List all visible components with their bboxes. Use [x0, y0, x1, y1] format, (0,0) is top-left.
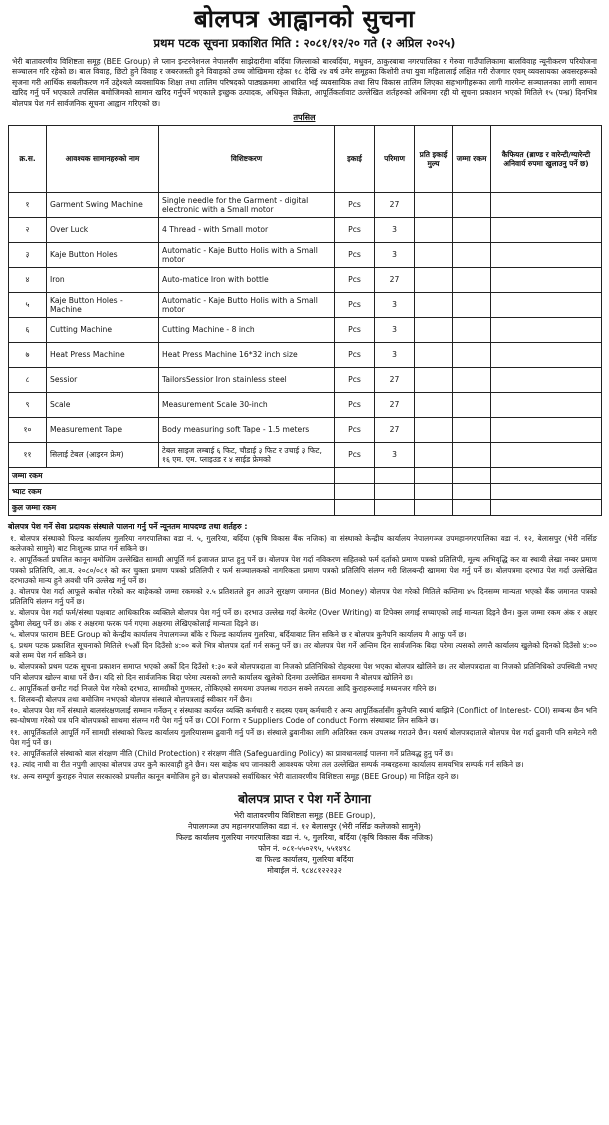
cell-unit: Pcs: [335, 393, 375, 418]
cell-total: [453, 343, 491, 368]
table-row: [9, 243, 602, 268]
table-body: [9, 193, 602, 468]
total-row: [9, 468, 602, 484]
cell-total: [453, 218, 491, 243]
cell-total: [453, 318, 491, 343]
table-row: [9, 193, 602, 218]
cell-unit-price: [415, 418, 453, 443]
vat-label: भ्याट रकम: [9, 484, 335, 500]
cell-qty: 27: [375, 368, 415, 393]
cell-unit-price: [415, 393, 453, 418]
cell-sn: ३: [9, 243, 47, 268]
notice-title: बोलपत्र आह्वानको सुचना: [194, 4, 415, 33]
cell-spec: 4 Thread - with Small motor: [159, 218, 335, 243]
address-line: मोबाईल नं. ९८४८१२२२३२: [267, 865, 342, 875]
publication-date: प्रथम पटक सूचना प्रकाशित मिति : २०८१/१२/२० गते (२ अप्रिल २०२५): [153, 36, 456, 50]
table-row: [9, 218, 602, 243]
cell-spec: Single needle for the Garment - digital electronic with a Small motor: [159, 193, 335, 218]
cell-total: [453, 393, 491, 418]
col-header-total: जम्मा रकम: [453, 126, 491, 193]
cell-item-name: Kaje Button Holes - Machine: [47, 293, 159, 318]
rule-item: १. बोलपत्र संस्थाको फिल्ड कार्यालय गुलरिया नगरपालिका वडा नं. ५, गुलरिया, बर्दिया (कृषि विकास बैंक नजिक) वा संस्थाको केन्द्रीय कार्यालय नेपालगञ्ज उपमहानगरपालिका वडा नं. १२, बेलासपुर (भेरी नर्सिङ कलेजको सामुने) बाट निःशुल्क प्राप्त गर्न सकिने छ।: [10, 534, 597, 554]
cell-remarks: [491, 243, 602, 268]
cell-sn: १०: [9, 418, 47, 443]
col-header-unit: इकाई: [335, 126, 375, 193]
table-row: [9, 368, 602, 393]
rule-item: ७. बोलपत्रको प्रथम पटक सूचना प्रकाशन समाप्त भएको अर्को दिन दिउँसो १:३० बजे बोलपत्रदाता वा निजको प्रतिनिधिको रोहबरमा पेश भएका बोलपत्र खोलिने छ। तर बोलपत्रदाता वा निजको प्रतिनिधिको उपस्थिती नभए पनि बोलपत्र खोल्न बाधा पर्ने छैन। यदि सो दिन सार्वजनिक बिदा परेमा त्यसको लगत्तै कार्यालय खुलेको दिनमा उल्लेखित समयमा नै बोलपत्र खोलिने छ।: [10, 662, 597, 682]
cell-spec: Body measuring soft Tape - 1.5 meters: [159, 418, 335, 443]
cell-sn: ५: [9, 293, 47, 318]
cell-total: [453, 293, 491, 318]
cell-total: [453, 368, 491, 393]
rule-item: ८. आपूर्तिकर्ता छनौट गर्दा निजले पेश गरेको दरभाउ, सामग्रीको गुणस्तर, तोकिएको समयमा उपलब्ध गराउन सक्ने तत्परता आदि कुराहरूलाई मध्यनजर गरिने छ।: [10, 683, 437, 693]
cell-unit-price: [415, 318, 453, 343]
grand-total-row: [9, 500, 602, 516]
table-row: [9, 343, 602, 368]
cell-unit-price: [415, 343, 453, 368]
rule-item: ३. बोलपत्र पेश गर्दा आफूले कबोल गरेको कर बाहेकको जम्मा रकमको २.५ प्रतिशतले हुन आउने सुरक्षण जमानत (Bid Money) बोलपत्र पेश गरेको मितिले कम्तिमा ४५ दिनसम्म मान्यता भएको बैंक जमानत पत्रको प्रतिलिपि संलग्न गर्नु पर्ने छ।: [10, 587, 597, 607]
address-line: फोन नं. ०८१-५५०२९५, ५५१४९८: [258, 843, 351, 853]
address-line: भेरी वातावरणीय विशिष्टता समूह (BEE Group),: [233, 810, 376, 820]
cell-unit-price: [415, 243, 453, 268]
cell-remarks: [491, 318, 602, 343]
cell-sn: १: [9, 193, 47, 218]
rule-item: १२. आपूर्तिकर्ताले संस्थाको बाल संरक्षण नीति (Child Protection) र संरक्षण नीति (Safeguarding Policy) का प्रावधानलाई पालना गर्ने प्रतिबद्ध हुनु पर्ने छ।: [10, 749, 454, 759]
col-header-item: आवश्यक सामानहरुको नाम: [47, 126, 159, 193]
cell-unit: Pcs: [335, 243, 375, 268]
cell-item-name: Garment Swing Machine: [47, 193, 159, 218]
cell-unit: Pcs: [335, 418, 375, 443]
table-row: [9, 443, 602, 468]
rule-item: ४. बोलपत्र पेश गर्दा फर्म/संस्था पक्षबाट आधिकारिक व्यक्तिले बोलपत्र पेश गर्नु पर्ने छ। दरभाउ उल्लेख गर्दा केरमेट (Over Writing) वा टिपेक्स लगाई सच्याएको लाई मान्यता दिइने छैन। कुल जम्मा रकम अंक र अक्षर दुवैमा लेख्नु पर्ने छ। अंक र अक्षरमा फरक पर्न गएमा अक्षरमा लेखिएकोलाई मान्यता दिइने छ।: [10, 608, 597, 628]
cell-spec: TailorsSessior Iron stainless steel: [159, 368, 335, 393]
rule-item: ११. आपूर्तिकर्ताले आपूर्ति गर्ने सामग्री संस्थाको फिल्ड कार्यालय गुलरियासम्म ढुवानी गर्नु पर्ने छ। संस्थाले ढुवानीका लागि अतिरिक्त रकम उपलब्ध गराउने छैन। यसर्थ बोलपत्रदाताले बोलपत्र पेश गर्दा ढुवानी पनि समेटने गरी पेश गर्नु पर्ने छ।: [10, 727, 597, 747]
cell-item-name: Over Luck: [47, 218, 159, 243]
cell-spec: Measurement Scale 30-inch: [159, 393, 335, 418]
cell-item-name: Iron: [47, 268, 159, 293]
cell-remarks: [491, 293, 602, 318]
cell-sn: ६: [9, 318, 47, 343]
cell-spec: Automatic - Kaje Butto Holis with a Small motor: [159, 243, 335, 268]
cell-total: [453, 268, 491, 293]
rule-item: २. आपूर्तिकर्ता प्रचलित कानून बमोजिम उल्लेखित सामग्री आपूर्ति गर्न इजाजत प्राप्त हुनु पर्ने छ। बोलपत्र पेश गर्दा नविकरण सहितको फर्म दर्ताको प्रमाण पत्रको प्रतिलिपी, मूल्य अभिवृद्धि कर वा स्थायी लेखा नम्बर प्रमाण पत्रको प्रतिलिपि, आ.व. २०८०/०८१ को कर चुक्ता प्रमाण पत्रको प्रतिलिपी र फर्म सञ्चालकको नागरिकता प्रमाण पत्रको प्रतिलिपि संलग्न गरी शिलबन्दी खाममा पेश गर्नु पर्ने छ। बोलपत्रमा दरभाउ पेश गर्दा उल्लेखित दरभाउको मान्य हुने अवधी पनि उल्लेख गर्नु पर्ने छ।: [10, 555, 597, 585]
cell-spec: Cutting Machine - 8 inch: [159, 318, 335, 343]
rules-title: बोलपत्र पेश गर्ने सेवा प्रदायक संस्थाले पालना गर्नु पर्ने न्यूनतम मापदण्ड तथा शर्तहरु :: [8, 522, 248, 532]
cell-qty: 3: [375, 343, 415, 368]
col-header-unit-price: प्रति इकाई मुल्य: [415, 126, 453, 193]
col-header-spec: विशिष्टकरण: [159, 126, 335, 193]
cell-qty: 27: [375, 418, 415, 443]
intro-paragraph: भेरी बातावरणीय विशिष्टता समूह (BEE Group) ले प्लान इन्टरनेशनल नेपालसँग साझेदारीमा बर्दिया जिल्लाको बारबर्दिया, मधुवन, ठाकुरबाबा नगरपालिका र गेरुवा गाउँपालिकामा बालविवाह न्यूनीकरण परियोजना सञ्चालन गरि रहेको छ। बाल विवाह, छिटो हुने विवाह र जबरजस्ती हुने विवाहको उच्च जोखिममा रहेका १८ देखि २४ वर्ष उमेर समूहका किशोरी तथा युवा महिलालाई लक्षित गरी रोजगार एवम् व्यवसायका अवसरहरूको सृजना गरी आर्थिक सबलीकरण गर्ने उद्देश्यले व्यवसायिक शिक्षा तथा तालिम परिषदको पाठ्यक्रममा आधारित भई व्यवसायिक तथा सिप विकास तालिम लिएका सहभागीहरूका लागी गारमेन्ट सञ्चालनका लागी सामान खरिद गर्नु पर्ने भएकाले तपसिल बमोजिमको सामान खरिद गर्नुपर्ने भएकाले इच्छुक उत्पादक, अधिकृत विक्रेता, आपूर्तिकर्तावाट उल्लेखित शर्तहरुको अधिनमा रही यो सूचना प्रकाशन भएको मितिले १५ (पन्ध्र) दिनभित्र बोलपत्र पेश गर्न सार्वजनिक सूचना आह्वान गरिएको छ।: [12, 57, 597, 108]
cell-unit: Pcs: [335, 318, 375, 343]
rule-item: ९. शिलबन्दी बोलपत्र तथा बमोजिम नभएको बोलपत्र संस्थाले बोलपत्रलाई स्वीकार गर्ने छैन।: [10, 695, 253, 705]
rule-item: १३. त्यांद नाघी वा रीत नपुगी आएका बोलपत्र उपर कुनै कारवाही हुने छैन। यस बाहेक थप जानकारी आवश्यक परेमा तल उल्लेखित सम्पर्क नम्बरहरुमा कार्यालय समयभित्र सम्पर्क गर्न सकिने छ।: [10, 760, 524, 770]
cell-item-name: Measurement Tape: [47, 418, 159, 443]
cell-item-name: Sessior: [47, 368, 159, 393]
vat-row: [9, 484, 602, 500]
table-row: [9, 418, 602, 443]
cell-spec: Automatic - Kaje Butto Holis with a Small motor: [159, 293, 335, 318]
cell-qty: 3: [375, 443, 415, 468]
cell-remarks: [491, 343, 602, 368]
cell-spec: Heat Press Machine 16*32 inch size: [159, 343, 335, 368]
cell-item-name: Kaje Button Holes: [47, 243, 159, 268]
cell-unit-price: [415, 268, 453, 293]
cell-remarks: [491, 193, 602, 218]
col-header-qty: परिमाण: [375, 126, 415, 193]
cell-unit-price: [415, 218, 453, 243]
rule-item: ५. बोलपत्र फाराम BEE Group को केन्द्रीय कार्यालय नेपालगञ्ज बाँके र फिल्ड कार्यालय गुलरिया, बर्दियाबाट लिन सकिने छ र बोलपत्र कुनैपनि कार्यालय मै आफु पर्ने छ।: [10, 629, 467, 639]
cell-qty: 3: [375, 293, 415, 318]
cell-remarks: [491, 393, 602, 418]
cell-sn: ७: [9, 343, 47, 368]
cell-unit: Pcs: [335, 443, 375, 468]
rule-item: १४. अन्य सम्पूर्ण कुराहरु नेपाल सरकारको प्रचलीत कानून बमोजिम हुने छ। बोलपत्रको सर्वाधिकार भेरी वातावरणीय विशिष्टता समूह (BEE Group) मा निहित रहने छ।: [10, 771, 459, 781]
cell-unit-price: [415, 443, 453, 468]
cell-item-name: Scale: [47, 393, 159, 418]
cell-total: [453, 193, 491, 218]
address-title: बोलपत्र प्राप्त र पेश गर्ने ठेगाना: [238, 791, 371, 806]
table-header-row: [9, 126, 602, 193]
cell-unit-price: [415, 293, 453, 318]
table-row: [9, 393, 602, 418]
cell-qty: 3: [375, 218, 415, 243]
address-line: वा फिल्ड कार्यालय, गुलरिया बर्दिया: [255, 854, 354, 864]
cell-sn: ४: [9, 268, 47, 293]
cell-sn: ९: [9, 393, 47, 418]
cell-unit: Pcs: [335, 343, 375, 368]
cell-sn: २: [9, 218, 47, 243]
cell-spec: Auto-matice Iron with bottle: [159, 268, 335, 293]
cell-remarks: [491, 268, 602, 293]
notice-page: [8, 4, 601, 876]
cell-qty: 3: [375, 243, 415, 268]
table-row: [9, 293, 602, 318]
rule-item: १०. बोलपत्र पेश गर्ने संस्थाले बालसंरक्षणलाई सम्मान गर्नेछन् र संस्थाका कार्यरत व्यक्ति कर्मचारी र सदस्य एवम् कर्मचारी र अन्य आपूर्तिकर्तासँग कुनैपनि स्वार्थ बाझिने (Conflict of Interest- COI) सम्बन्ध छैन भनि स्व-घोषणा गरेको पत्र पनि बोलपत्रको साथमा संलग्न गरी पेश गर्नु पर्ने छ। COI Form र Suppliers Code of conduct Form संस्थाबाट लिन सकिने छ।: [10, 706, 597, 726]
address-block: [8, 810, 601, 876]
cell-item-name: सिलाई टेबल (आइरन फ्रेम): [47, 443, 159, 468]
grand-total-label: कुल जम्मा रकम: [9, 500, 335, 516]
cell-total: [453, 443, 491, 468]
cell-sn: ११: [9, 443, 47, 468]
cell-unit: Pcs: [335, 218, 375, 243]
cell-unit-price: [415, 193, 453, 218]
cell-spec: टेबल साइज लम्बाई ६ फिट, चौडाई ३ फिट र उचाई ३ फिट, १६ एम. एम. प्लाइउड र ४ साईड फ्रेमको: [159, 443, 335, 468]
cell-item-name: Cutting Machine: [47, 318, 159, 343]
cell-qty: 27: [375, 193, 415, 218]
cell-qty: 27: [375, 268, 415, 293]
address-line: फिल्ड कार्यालय गुलरिया नगरपालिका वडा नं. ५, गुलरिया, बर्दिया (कृषि विकास बैंक नजिक): [175, 832, 433, 842]
cell-qty: 3: [375, 318, 415, 343]
col-header-remarks: कैफियत (ब्राण्ड र वारेन्टी/ग्यारेन्टी अनिवार्य रुपमा खुलाउनु पर्ने छ): [491, 126, 602, 193]
table-row: [9, 268, 602, 293]
address-line: नेपालगञ्ज उप महानगरपालिका वडा नं. १२ बेलासपुर (भेरी नर्सिङ कलेजको सामुने): [188, 821, 421, 831]
cell-qty: 27: [375, 393, 415, 418]
items-table: [8, 125, 602, 516]
cell-unit: Pcs: [335, 293, 375, 318]
rules-list: [8, 534, 601, 782]
cell-remarks: [491, 368, 602, 393]
rule-item: ६. प्रथम पटक प्रकाशित सूचनाको मितिले १५औं दिन दिउँसो ४:०० बजे भित्र बोलपत्र दर्ता गर्न सकनु पर्ने छ। तर बोलपत्र पेश गर्ने अन्तिम दिन सार्वजनिक बिदा परेमा त्यसको लगत्तै कार्यालय खुलेको दिनको दिउँसो ४:०० बजे सम्म पेश गर्न सकिने छ।: [10, 641, 597, 661]
total-label: जम्मा रकम: [9, 468, 335, 484]
cell-total: [453, 418, 491, 443]
cell-unit-price: [415, 368, 453, 393]
cell-unit: Pcs: [335, 268, 375, 293]
table-caption: तपसिल: [293, 113, 316, 123]
cell-total: [453, 243, 491, 268]
cell-unit: Pcs: [335, 193, 375, 218]
cell-sn: ८: [9, 368, 47, 393]
cell-remarks: [491, 418, 602, 443]
cell-item-name: Heat Press Machine: [47, 343, 159, 368]
col-header-sn: क्र.स.: [9, 126, 47, 193]
cell-remarks: [491, 443, 602, 468]
cell-remarks: [491, 218, 602, 243]
cell-unit: Pcs: [335, 368, 375, 393]
table-row: [9, 318, 602, 343]
